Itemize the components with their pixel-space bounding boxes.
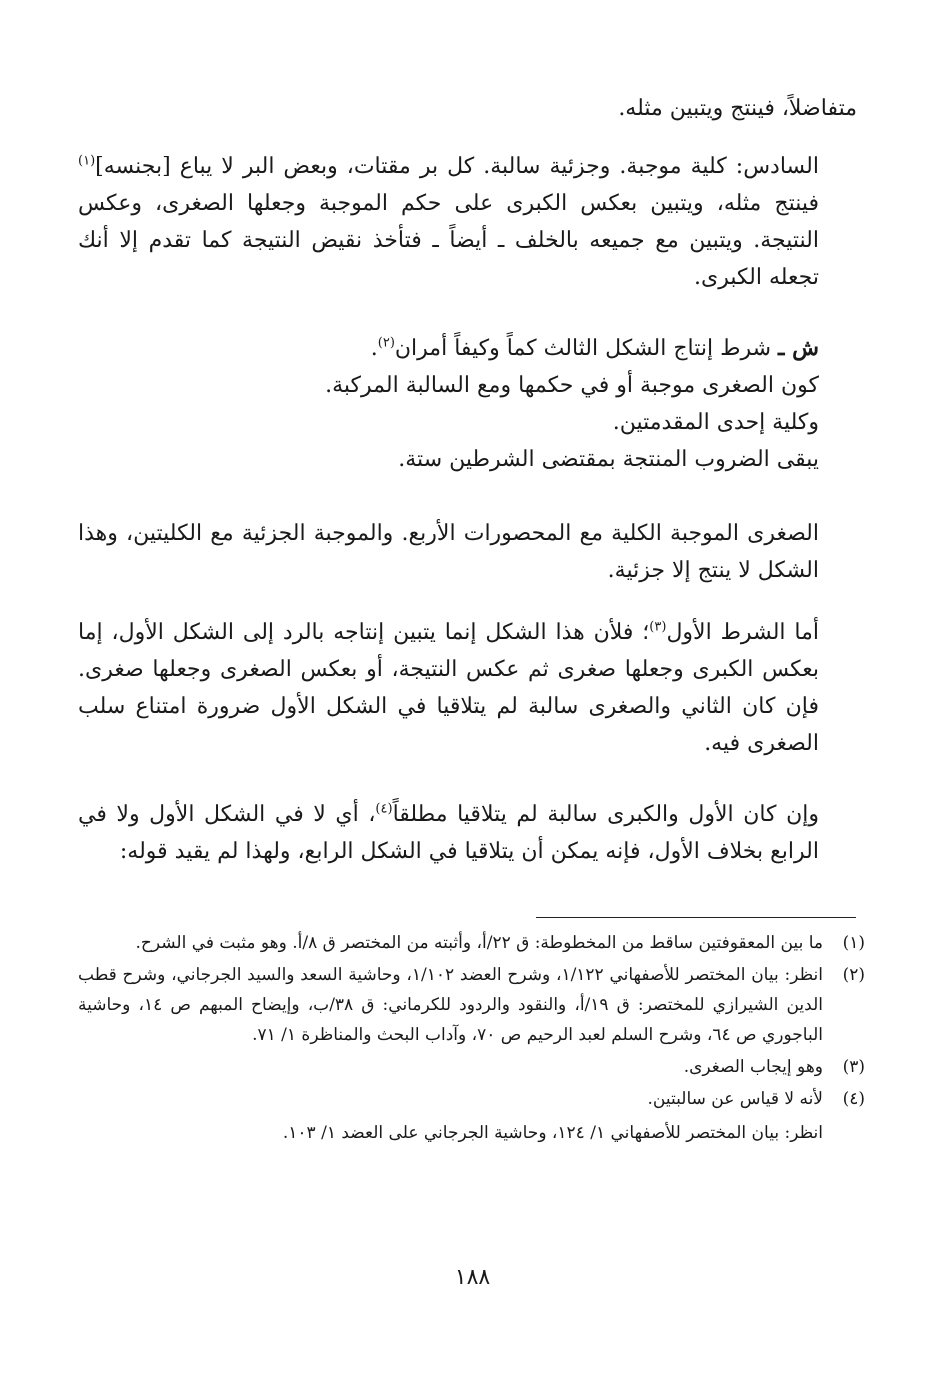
footnote-text: انظر: بيان المختصر للأصفهاني ١/١٢٢، وشرح العضد ١/١٠٢، وحاشية السعد والسيد الجرجاني، وشرح قطب الدين الشيرازي للمختصر: ق ١٩/أ، والنقود والردود للكرماني: ق ٣٨/ب، وإيضاح المبهم ص ١٤، وحاشية الباجوري ص ٦٤، وشرح السلم لعبد الرحيم ص ٧٠، وآداب البحث والمناظرة ١/ ٧١. (78, 965, 823, 1045)
sharh-marker: ش ـ (778, 335, 819, 361)
footnote-4 (78, 1084, 865, 1114)
footnote-number: (٤) (842, 1089, 865, 1109)
footnote-3 (78, 1052, 865, 1082)
commentary-heading-end: . (370, 336, 378, 361)
footnotes-section (78, 928, 865, 1148)
paragraph-4-text: الصغرى الموجبة الكلية مع المحصورات الأربع. والموجبة الجزئية مع الكليتين، وهذا الشكل لا ينتج إلا جزئية. (78, 521, 819, 583)
footnote-number: (٢) (842, 965, 865, 985)
footnote-divider (536, 917, 856, 918)
commentary-block (78, 330, 857, 478)
paragraph-6 (78, 796, 857, 870)
footnote-1 (78, 928, 865, 958)
paragraph-1-text: متفاضلاً، فينتج ويتبين مثله. (618, 96, 857, 121)
footnote-text: وهو إيجاب الصغرى. (683, 1057, 823, 1077)
condition-2: وكلية إحدى المقدمتين. (612, 410, 819, 435)
footnote-text: ما بين المعقوفتين ساقط من المخطوطة: ق ٢٢/أ، وأثبته من المختصر ق ٨/أ. وهو مثبت في الشرح. (135, 933, 823, 953)
commentary-heading-text: شرط إنتاج الشكل الثالث كماً وكيفاً أمران (394, 336, 779, 361)
footnote-ref-3[interactable]: (٣) (649, 619, 667, 635)
paragraph-6-text-start: وإن كان الأول والكبرى سالبة لم يتلاقيا مطلقاً (392, 802, 819, 827)
footnote-number: (٣) (842, 1057, 865, 1077)
paragraph-6-text-end: ، أي لا في الشكل الأول ولا في الرابع بخلاف الأول، فإنه يمكن أن يتلاقيا في الشكل الرابع، ولهذا لم يقيد قوله: (78, 802, 819, 864)
footnote-ref-1[interactable]: (١) (78, 153, 96, 169)
paragraph-2-text-end: فينتج مثله، ويتبين بعكس الكبرى على حكم الموجبة وجعلها الصغرى، وعكس النتيجة. ويتبين مع جميعه بالخلف ـ أيضاً ـ فتأخذ نقيض النتيجة كما تقدم إلا أنك تجعله الكبرى. (78, 191, 819, 290)
paragraph-5 (78, 614, 857, 762)
paragraph-1 (78, 90, 857, 127)
paragraph-4 (78, 515, 857, 589)
condition-1: كون الصغرى موجبة أو في حكمها ومع السالبة المركبة. (325, 373, 819, 398)
paragraph-5-text-end: ؛ فلأن هذا الشكل إنما يتبين إنتاجه بالرد إلى الشكل الأول، إما بعكس الكبرى وجعلها صغرى ثم عكس النتيجة، أو بعكس الصغرى وجعلها صغرى. فإن كان الثاني والصغرى سالبة لم يتلاقيا في الشكل الأول ضرورة امتناع سلب الصغرى فيه. (78, 620, 819, 756)
paragraph-2 (78, 148, 857, 296)
paragraph-5-text-start: أما الشرط الأول (666, 620, 820, 645)
condition-3: يبقى الضروب المنتجة بمقتضى الشرطين ستة. (398, 447, 819, 472)
footnote-text: لأنه لا قياس عن سالبتين. (647, 1089, 823, 1109)
paragraph-2-text-start: السادس: كلية موجبة. وجزئية سالبة. كل بر مقتات، وبعض البر لا يباع [بجنسه] (95, 154, 819, 179)
footnote-4-continuation: انظر: بيان المختصر للأصفهاني ١/ ١٢٤، وحاشية الجرجاني على العضد ١/ ١٠٣. (282, 1123, 823, 1143)
footnote-ref-2[interactable]: (٢) (377, 335, 395, 351)
footnote-2 (78, 960, 865, 1050)
page-number: ١٨٨ (454, 1265, 491, 1290)
footnote-number: (١) (842, 933, 865, 953)
footnote-ref-4[interactable]: (٤) (375, 801, 393, 817)
